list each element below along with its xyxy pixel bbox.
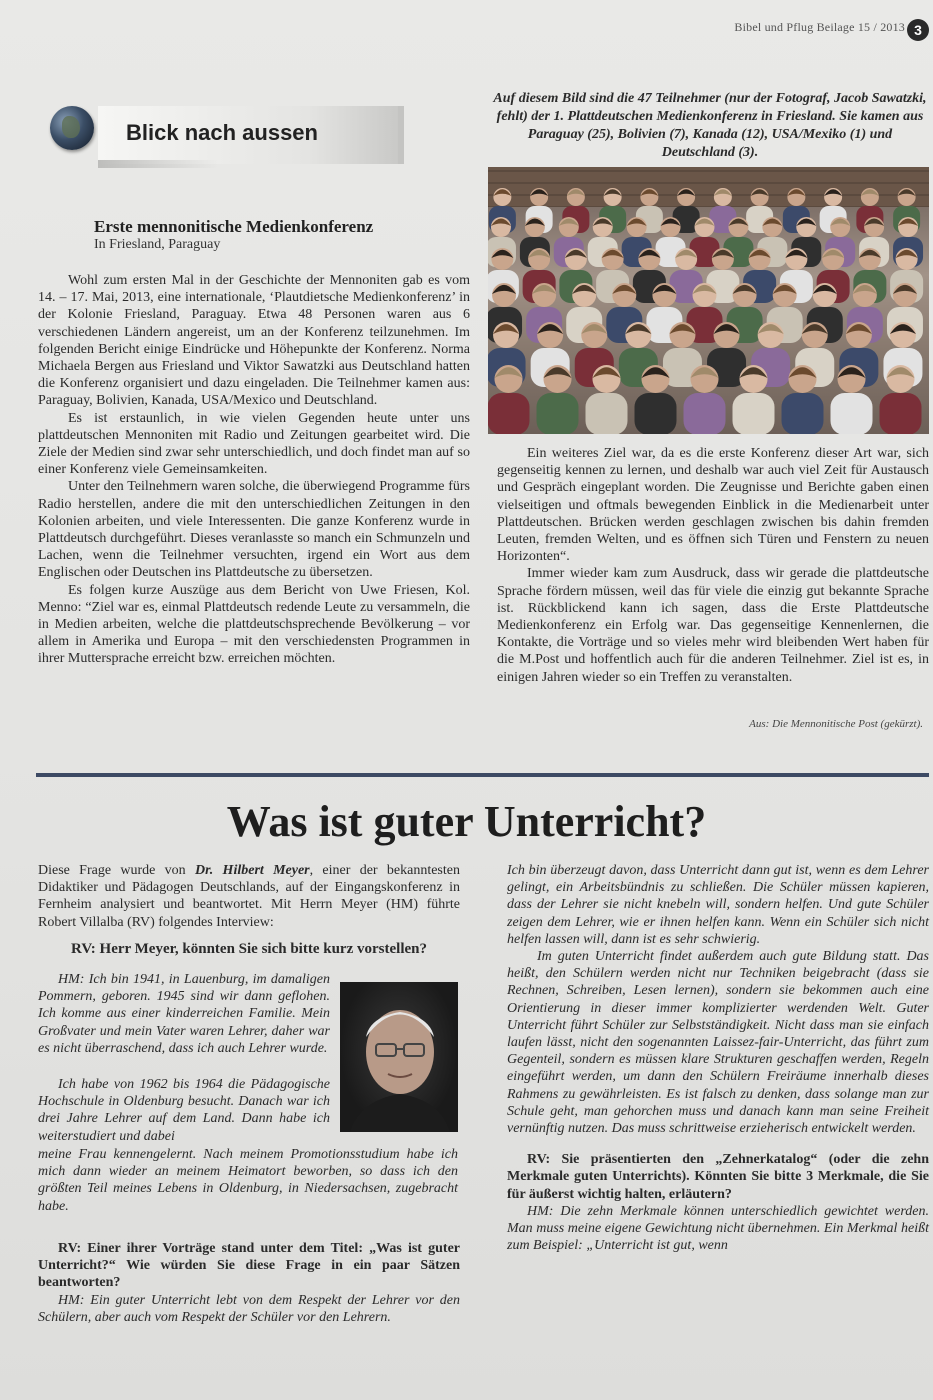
answer-1-part-2b: meine Frau kennengelernt. Nach meinem Promotionsstudium habe ich mich dann wieder an meinem Heimatort beworben, so dass ich den größten Teil meines Lebens in Oldenburg, in Niedersachsen, zugebracht habe. bbox=[38, 1147, 458, 1214]
page-number-badge: 3 bbox=[907, 19, 929, 41]
person-body bbox=[537, 393, 579, 434]
section-divider bbox=[36, 773, 929, 777]
paragraph: Ich bin überzeugt davon, dass Unterricht dann gut ist, wenn es dem Lehrer gelingt, ein Arbeitsbündnis zu schließen. Die Schüler müssen kapieren, dass der Lehrer sie nicht knebeln will, sondern helfen. Und gute Schüler zeigen dem Lehrer, wie er ihnen helfen kann. Wenn ein Schüler sich nicht helfen lassen will, dann ist es sehr schwierig. bbox=[507, 863, 929, 947]
question-3: RV: Sie präsentierten den „Zehnerkatalog“ (oder die zehn Merkmale guten Unterrichts). Könnten Sie bitte 3 Merkmale, die Sie für äußerst wichtig halten, erläutern? bbox=[507, 1152, 929, 1202]
person-body bbox=[782, 393, 824, 434]
article-title: Erste mennonitische Medienkonferenz bbox=[94, 217, 374, 236]
person-body bbox=[831, 393, 873, 434]
answer-2: HM: Ein guter Unterricht lebt von dem Respekt der Lehrer vor den Schülern, aber auch vom Respekt der Schüler vor den Lehrern. bbox=[38, 1292, 460, 1325]
paragraph: Ein weiteres Ziel war, da es die erste Konferenz dieser Art war, sich gegenseitig kennen zu lernen, und deshalb war auch viel Zeit für Austausch und Gespräch eingeplant worden. Die Zeugnisse und Berichte gaben einen vielseitigen und oftmals bewegenden Einblick in die Medienarbeit unter Plattdeutschen. Brücken werden geschlagen zwischen bis dahin fremden Leuten, fremden Welten, und es öffnen sich Türen und Fenstern zu neuen Horizonten“. bbox=[497, 446, 929, 565]
answer-1-part-1: HM: Ich bin 1941, in Lauenburg, im damaligen Pommern, geboren. 1945 sind wir dann geflohen. Ich komme aus einer kinderreichen Familie. Mein Großvater und mein Vater waren Lehrer, daher war es nicht überraschend, dass ich auch Lehrer wurde. bbox=[38, 972, 330, 1056]
portrait-figure bbox=[340, 982, 458, 1132]
paragraph: Es folgen kurze Auszüge aus dem Bericht von Uwe Friesen, Kol. Menno: “Ziel war es, einmal Plattdeutsch redende Leute zu versammeln, die in Medien arbeiten, welche die plattdeutschsprechende Bevölkerung – vor allem in Amerika und Europa – mit den verschiedensten Programmen in ihrer Muttersprache erreicht bzw. erreichen möchten. bbox=[38, 582, 470, 667]
globe-icon bbox=[50, 106, 94, 150]
person-body bbox=[684, 393, 726, 434]
interview-left-column bbox=[38, 862, 460, 958]
article-left-column bbox=[38, 272, 470, 668]
photo-caption: Auf diesem Bild sind die 47 Teilnehmer (nur der Fotograf, Jacob Sawatzki, fehlt) der 1. Plattdeutschen Medienkonferenz in Friesland. Sie kamen aus Paraguay (25), Bolivien (7), Kanada (12), USA/Mexiko (1) und Deutschland (3). bbox=[493, 91, 927, 160]
intro-paragraph bbox=[38, 862, 460, 931]
question-1: RV: Herr Meyer, könnten Sie sich bitte kurz vorstellen? bbox=[71, 940, 427, 957]
portrait-photo bbox=[340, 982, 458, 1132]
section-title: Blick nach aussen bbox=[126, 120, 318, 145]
question-2: RV: Einer ihrer Vorträge stand unter dem Titel: „Was ist guter Unterricht?“ Wie würden Sie diese Frage in ein paar Sätzen beantworten? bbox=[38, 1241, 460, 1291]
person-body bbox=[586, 393, 628, 434]
person-body bbox=[733, 393, 775, 434]
paragraph: Es ist erstaunlich, in wie vielen Gegenden heute unter uns plattdeutschen Mennoniten mit Radio und Zeitungen gearbeitet wird. Die Ziele der Medien sind zwar sehr unterschiedlich, und doch findet man auf so einer Konferenz viele Gemeinsamkeiten. bbox=[38, 410, 470, 478]
crowd-faces bbox=[488, 167, 929, 434]
person-body bbox=[635, 393, 677, 434]
paragraph: Unter den Teilnehmern waren solche, die überwiegend Programme fürs Radio herstellen, andere die mit den unterschiedlichen Zeitungen in den Kolonien arbeiten, und viele Interessenten. Die ganze Konferenz wurde in Plattdeutsch durchgeführt. Dieses veranlasste so manch ein Schmunzeln und Lachen, wenn die Teilnehmer versuchten, irgend ein Wort aus dem Englischen oder Deutschen ins Plattdeutsche zu übersetzen. bbox=[38, 479, 470, 581]
source-note: Aus: Die Mennonitische Post (gekürzt). bbox=[749, 718, 923, 730]
interview-left-lower bbox=[38, 1240, 460, 1326]
paragraph: Im guten Unterricht findet außerdem auch gute Bildung statt. Das heißt, den Schülern werden nicht nur Techniken beigebracht (dass sie Rechnen, Schreiben, Lesen lernen), sondern sie bekommen auch eine Orientierung in dieser immer komplizierter werdenden Welt. Guter Unterricht führt Schüler zur Selbstständigkeit. Nicht dass man sie einfach laufen lässt, nicht den sogenannten Laissez-fair-Unterricht, das führt zum Gegenteil, sondern es müssen klare Strukturen geschaffen werden, Regeln eingeführt werden, um dann den Schülern Freiräume innerhalb dieses Rahmens zu gewährleisten. Es ist falsch zu denken, dass solange man zur Schule geht, man gehorchen muss und danach kann man seine Freiheit vernünftig nutzen. Das muss schrittweise erzieherisch entwickelt werden. bbox=[507, 949, 929, 1137]
group-photo bbox=[488, 167, 929, 434]
intro-text: Diese Frage wurde von bbox=[38, 863, 195, 878]
intro-text-cont: , einer der bekanntesten Didaktiker und Pädagogen Deutschlands, auf der Eingangskonferenz in Fernheim analysiert und beantwortet. Mit Herrn Meyer (HM) führte Robert Villalba (RV) folgendes Interview: bbox=[38, 863, 460, 930]
intro-name: Dr. Hilbert Meyer bbox=[194, 863, 310, 878]
answer-3: HM: Die zehn Merkmale können unterschiedlich gewichtet werden. Man muss meine eigene Gewichtung nicht übernehmen. Ein Merkmal heißt zum Beispiel: „Unterricht ist gut, wenn bbox=[507, 1203, 929, 1254]
person-body bbox=[488, 393, 530, 434]
article-right-column bbox=[497, 445, 929, 686]
decorative-stripe bbox=[98, 160, 218, 168]
article-subtitle: In Friesland, Paraguay bbox=[94, 237, 221, 252]
paragraph: Immer wieder kam zum Ausdruck, dass wir gerade die plattdeutsche Sprache fördern müssen, weil das für viele die einzig gut bekannte Sprache ist. Rückblickend kann ich sagen, dass die Erste Plattdeutsche Medienkonferenz ein Erfolg war. Das gegenseitige Kennenlernen, die Kontakte, die Vorträge und so vieles mehr wird bleibenden Wert haben für die M.Post und hoffentlich auch für die anderen Teilnehmer. Ziel ist es, in einigen Jahren wieder so ein Treffen zu veranstalten. bbox=[497, 566, 929, 685]
person-body bbox=[880, 393, 922, 434]
answer-1-part-2a: Ich habe von 1962 bis 1964 die Pädagogische Hochschule in Oldenburg besucht. Danach war ich drei Jahre Lehrer auf dem Land. Dann habe ich weiterstudiert und dabei bbox=[38, 1077, 330, 1144]
headline: Was ist guter Unterricht? bbox=[226, 797, 707, 846]
section-header bbox=[48, 98, 398, 172]
interview-right-column bbox=[507, 862, 929, 1254]
paragraph: Wohl zum ersten Mal in der Geschichte der Mennoniten gab es vom 14. – 17. Mai, 2013, eine internationale, ‘Plautdietsche Medienkonferenz’ in der Kolonie Friesland, Paraguay. Etwa 48 Personen waren aus 6 verschiedenen Ländern angereist, um an der Konferenz teilzunehmen. Im folgenden Bericht einige Eindrücke und Höhepunkte der Konferenz. Norma Michaela Bergen aus Friesland und Viktor Sawatzki aus Deutschland hatten die Konferenz organisiert und dazu eingeladen. Die Teilnehmer kamen aus: Paraguay, Bolivien, Kanada, USA/Mexico und Deutschland. bbox=[38, 273, 470, 409]
running-header: Bibel und Pflug Beilage 15 / 2013 bbox=[734, 20, 905, 34]
